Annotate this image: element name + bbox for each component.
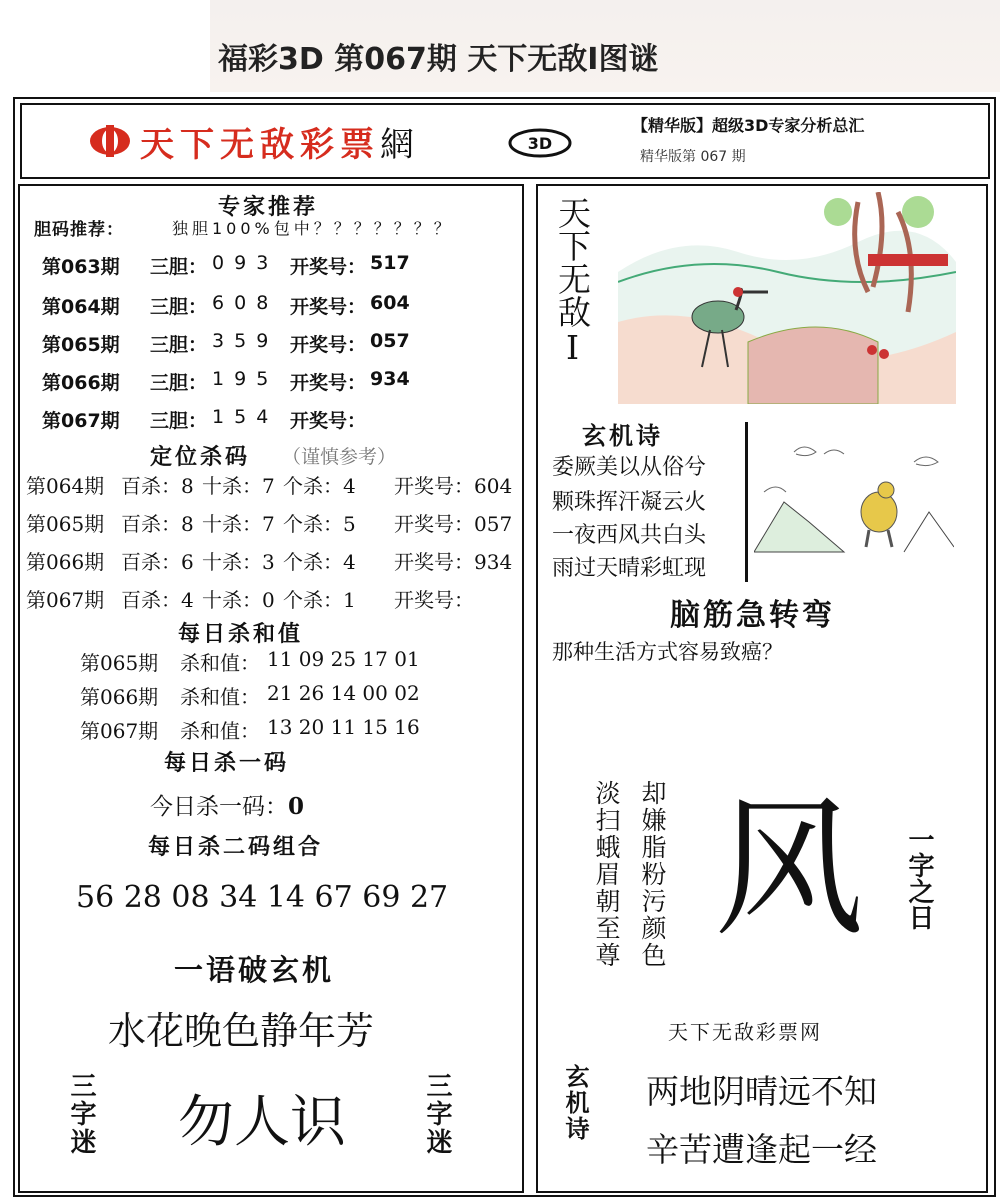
pos-ge: 个杀：4 <box>283 550 356 574</box>
row-issue: 第065期 <box>42 334 120 356</box>
pos-bai: 百杀：4 <box>121 588 194 612</box>
one-code-value: 0 <box>288 793 305 820</box>
riddle3-text: 勿人识 <box>178 1090 346 1155</box>
pos-ge: 个杀：1 <box>283 588 356 612</box>
row-label: 三胆： <box>150 410 208 432</box>
row-nums: 1 5 4 <box>212 406 271 428</box>
brain-heading: 脑筋急转弯 <box>670 598 835 633</box>
two-code-heading: 每日杀二码组合 <box>148 835 324 860</box>
brain-question: 那种生活方式容易致癌？ <box>552 640 783 664</box>
poem-line: 雨过天晴彩虹现 <box>552 556 707 581</box>
phrase-heading: 一语破玄机 <box>174 953 335 987</box>
row-nums: 3 5 9 <box>212 330 271 352</box>
site-line: 天下无敌彩票网 <box>668 1020 822 1044</box>
pos-shi: 十杀：7 <box>202 512 275 536</box>
couplet-left: 淡扫蛾眉朝至尊 <box>592 780 621 969</box>
poem-line: 委厥美以从俗兮 <box>552 455 707 480</box>
brand-suffix: 網 <box>380 125 420 165</box>
row-issue: 第066期 <box>42 372 120 394</box>
brand-logo-icon <box>88 123 132 159</box>
sum-values: 13 20 11 15 16 <box>267 715 420 739</box>
sum-issue: 第065期 <box>80 651 159 675</box>
issue-line: 精华版第 067 期 <box>640 149 746 165</box>
row-win: 057 <box>370 330 410 352</box>
page-title: 福彩3D 第067期 天下无敌Ⅰ图谜 <box>218 42 659 77</box>
brand-name <box>140 117 420 166</box>
bottom-poem-label: 玄机诗 <box>561 1064 589 1142</box>
row-issue: 第067期 <box>42 410 120 432</box>
pos-win: 开奖号：057 <box>394 512 513 536</box>
couplet-right: 却嫌脂粉污颜色 <box>638 780 667 969</box>
sum-issue: 第066期 <box>80 685 159 709</box>
bottom-poem-line: 两地阴晴远不知 <box>646 1072 877 1111</box>
sum-label: 杀和值： <box>180 719 260 743</box>
sum-label: 杀和值： <box>180 651 260 675</box>
pos-issue: 第064期 <box>26 474 105 498</box>
row-win-label: 开奖号： <box>290 296 367 318</box>
dog-mountain-illustration <box>754 432 954 556</box>
sum-label: 杀和值： <box>180 685 260 709</box>
poem-divider <box>745 422 748 582</box>
riddle3-side-label-left: 三字迷 <box>66 1072 96 1156</box>
sum-values: 11 09 25 17 01 <box>267 647 420 671</box>
3d-badge-icon <box>508 128 572 158</box>
pos-bai: 百杀：8 <box>121 512 194 536</box>
one-code-line <box>150 788 304 821</box>
row-win-label: 开奖号： <box>290 372 367 394</box>
position-kill-note: （谨慎参考） <box>282 446 397 468</box>
pos-ge: 个杀：5 <box>283 512 356 536</box>
row-label: 三胆： <box>150 334 208 356</box>
pos-win: 开奖号：604 <box>394 474 513 498</box>
one-code-text: 今日杀一码： <box>150 794 288 820</box>
row-win-label: 开奖号： <box>290 410 367 432</box>
sum-issue: 第067期 <box>80 719 159 743</box>
two-code-values: 56 28 08 34 14 67 69 27 <box>76 880 449 915</box>
sum-values: 21 26 14 00 02 <box>267 681 420 705</box>
dan-value: 独胆100%包中？？？？？？？ <box>172 219 454 238</box>
row-win-label: 开奖号： <box>290 256 367 278</box>
poem-heading: 玄机诗 <box>582 422 663 450</box>
right-title: 天下无敌Ⅰ <box>553 196 592 367</box>
edition-label: 【精华版】超级3D专家分析总汇 <box>632 116 865 135</box>
row-label: 三胆： <box>150 256 208 278</box>
bottom-poem-line: 辛苦遭逢起一经 <box>646 1130 877 1169</box>
sum-kill-heading: 每日杀和值 <box>178 622 304 647</box>
badge-text: 3D <box>527 134 553 153</box>
position-kill-heading: 定位杀码 <box>150 445 251 470</box>
pos-shi: 十杀：0 <box>202 588 275 612</box>
pos-shi: 十杀：3 <box>202 550 275 574</box>
big-character: 风 <box>714 783 865 957</box>
row-win-label: 开奖号： <box>290 334 367 356</box>
pos-shi: 十杀：7 <box>202 474 275 498</box>
poem-line: 颗珠挥汗凝云火 <box>552 490 707 515</box>
pos-issue: 第067期 <box>26 588 105 612</box>
row-issue: 第064期 <box>42 296 120 318</box>
brand-main: 天下无敌彩票 <box>140 125 380 165</box>
one-code-heading: 每日杀一码 <box>164 751 290 776</box>
dan-label: 胆码推荐： <box>34 220 124 240</box>
pos-ge: 个杀：4 <box>283 474 356 498</box>
row-label: 三胆： <box>150 372 208 394</box>
row-nums: 6 0 8 <box>212 292 271 314</box>
expert-heading: 专家推荐 <box>218 195 319 220</box>
row-nums: 0 9 3 <box>212 252 271 274</box>
poem-line: 一夜西风共白头 <box>552 523 707 548</box>
row-nums: 1 9 5 <box>212 368 271 390</box>
row-issue: 第063期 <box>42 256 120 278</box>
one-char-label: 一字之日 <box>904 826 934 930</box>
pos-bai: 百杀：6 <box>121 550 194 574</box>
phrase-text: 水花晚色静年芳 <box>108 1009 375 1053</box>
row-win: 517 <box>370 252 410 274</box>
row-win: 934 <box>370 368 410 390</box>
row-label: 三胆： <box>150 296 208 318</box>
riddle3-side-label-right: 三字迷 <box>422 1072 452 1156</box>
row-win: 604 <box>370 292 410 314</box>
pos-bai: 百杀：8 <box>121 474 194 498</box>
pos-issue: 第066期 <box>26 550 105 574</box>
pos-win: 开奖号： <box>394 588 474 612</box>
pos-win: 开奖号：934 <box>394 550 513 574</box>
crane-landscape-illustration <box>618 192 956 404</box>
pos-issue: 第065期 <box>26 512 105 536</box>
